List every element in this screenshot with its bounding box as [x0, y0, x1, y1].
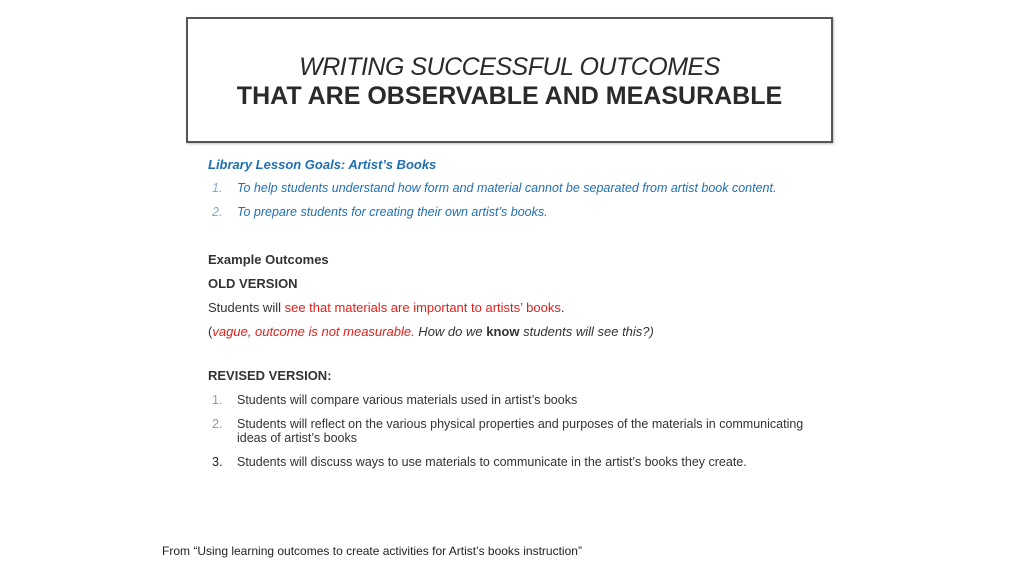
goal-item-2	[208, 205, 548, 219]
goals-heading: Library Lesson Goals: Artist’s Books	[208, 157, 437, 172]
old-version-note	[208, 324, 654, 339]
revised-item-1	[208, 393, 828, 407]
old-highlight: see that materials are important to artists’ books	[284, 300, 561, 315]
note-know: know	[486, 324, 520, 339]
goal-text: To prepare students for creating their own artist’s books.	[237, 205, 548, 219]
old-version-label: OLD VERSION	[208, 276, 298, 291]
revised-number: 3.	[212, 455, 223, 469]
title-line-2: THAT ARE OBSERVABLE AND MEASURABLE	[236, 82, 783, 110]
note-open: (	[208, 324, 213, 339]
source-footer: From “Using learning outcomes to create activities for Artist’s books instruction”	[162, 544, 582, 558]
title-box	[186, 17, 833, 143]
old-version-statement	[208, 300, 564, 315]
revised-text: Students will reflect on the various physical properties and purposes of the materials in communicating ideas of artist’s books	[237, 417, 804, 445]
revised-item-2	[208, 417, 828, 445]
note-question-start: How do we	[414, 324, 487, 339]
note-vague: vague, outcome is not measurable.	[212, 324, 415, 339]
revised-text: Students will discuss ways to use materials to communicate in the artist’s books they create.	[237, 455, 747, 469]
revised-number: 1.	[212, 393, 223, 407]
goal-text: To help students understand how form and material cannot be separated from artist book content.	[237, 181, 777, 195]
old-suffix: .	[560, 300, 565, 315]
revised-text: Students will compare various materials used in artist’s books	[237, 393, 578, 407]
old-prefix: Students will	[208, 300, 285, 315]
goal-item-1	[208, 181, 776, 195]
example-outcomes-heading: Example Outcomes	[208, 252, 329, 267]
title-line-1: WRITING SUCCESSFUL OUTCOMES	[299, 53, 720, 81]
goal-number: 2.	[212, 205, 223, 219]
note-question-end: students will see this?)	[519, 324, 654, 339]
revised-version-label: REVISED VERSION:	[208, 368, 332, 383]
goal-number: 1.	[212, 181, 223, 195]
revised-item-3	[208, 455, 828, 469]
revised-number: 2.	[212, 417, 223, 431]
